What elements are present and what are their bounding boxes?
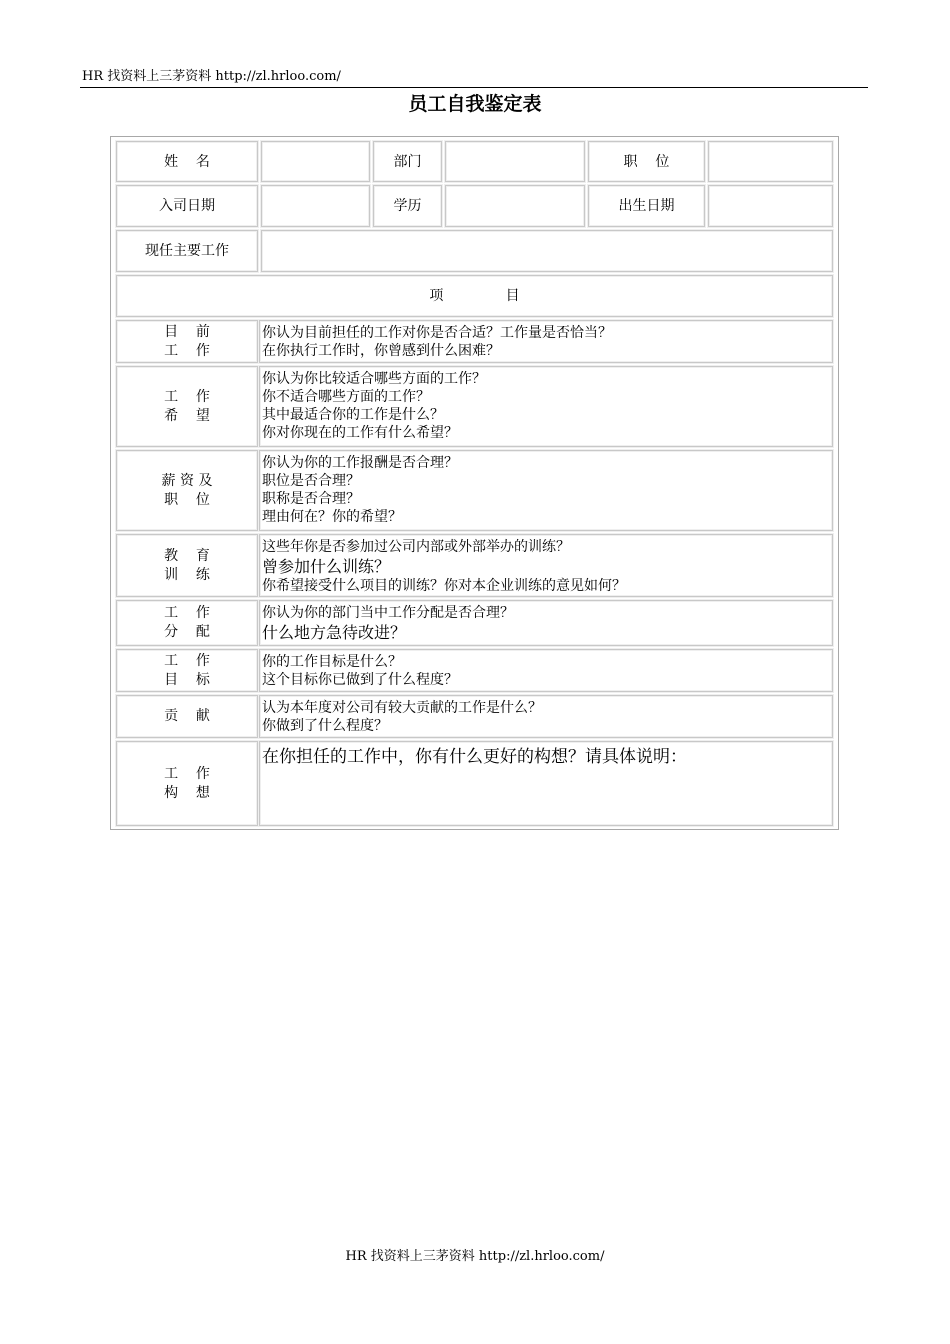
birth-date-field[interactable] (708, 185, 833, 227)
items-header: 项 目 (116, 275, 833, 317)
question-line: 你做到了什么程度？ (262, 718, 388, 734)
question-line: 你认为目前担任的工作对你是否合适？工作量是否恰当？ (262, 325, 612, 341)
page-header: HR 找资料上三茅资料 http://zl.hrloo.com/ (82, 69, 341, 84)
page-footer: HR 找资料上三茅资料 http://zl.hrloo.com/ (345, 1249, 605, 1264)
question-line: 职位是否合理？ (262, 473, 360, 489)
section-questions-current-work[interactable] (259, 320, 833, 363)
education-field[interactable] (445, 185, 585, 227)
question-line: 理由何在？你的希望？ (262, 509, 402, 525)
hire-date-label: 入司日期 (116, 185, 258, 227)
question-line: 在你执行工作时，你曾感到什么困难？ (262, 343, 500, 359)
section-questions-salary-position[interactable] (259, 450, 833, 531)
section-questions-work-allocation[interactable] (259, 600, 833, 646)
section-label-contribution: 贡 献 (116, 695, 258, 738)
question-line: 这些年你是否参加过公司内部或外部举办的训练？ (262, 539, 570, 555)
question-line: 什么地方急待改进？ (262, 623, 407, 642)
name-label: 姓 名 (116, 141, 258, 182)
section-label-work-allocation: 工 作 分 配 (116, 600, 258, 646)
position-label: 职 位 (588, 141, 705, 182)
name-field[interactable] (261, 141, 370, 182)
question-line: 你认为你比较适合哪些方面的工作？ (262, 371, 486, 387)
department-label: 部门 (373, 141, 442, 182)
question-line: 你认为你的工作报酬是否合理？ (262, 455, 458, 471)
section-label-training: 教 育 训 练 (116, 534, 258, 597)
question-line: 其中最适合你的工作是什么？ (262, 407, 444, 423)
current-work-field[interactable] (261, 230, 833, 272)
section-label-current-work: 目 前 工 作 (116, 320, 258, 363)
question-line: 你的工作目标是什么？ (262, 654, 402, 670)
section-questions-work-expectations[interactable] (259, 366, 833, 447)
question-line: 你不适合哪些方面的工作？ (262, 389, 430, 405)
question-line: 你对你现在的工作有什么希望？ (262, 425, 458, 441)
section-label-work-goals: 工 作 目 标 (116, 649, 258, 692)
question-line: 认为本年度对公司有较大贡献的工作是什么？ (262, 700, 542, 716)
question-line: 曾参加什么训练？ (262, 557, 391, 576)
question-line: 你希望接受什么项目的训练？你对本企业训练的意见如何？ (262, 578, 626, 594)
section-questions-contribution[interactable] (259, 695, 833, 738)
education-label: 学历 (373, 185, 442, 227)
department-field[interactable] (445, 141, 585, 182)
question-line: 在你担任的工作中，你有什么更好的构想？请具体说明： (262, 747, 687, 767)
page-title: 员工自我鉴定表 (408, 93, 542, 115)
birth-date-label: 出生日期 (588, 185, 705, 227)
section-questions-work-goals[interactable] (259, 649, 833, 692)
header-rule (80, 87, 868, 88)
section-label-work-ideas: 工 作 构 想 (116, 741, 258, 826)
section-label-work-expectations: 工 作 希 望 (116, 366, 258, 447)
question-line: 你认为你的部门当中工作分配是否合理？ (262, 605, 514, 621)
section-questions-training[interactable] (259, 534, 833, 597)
question-line: 这个目标你已做到了什么程度？ (262, 672, 458, 688)
section-questions-work-ideas[interactable] (259, 741, 833, 826)
section-label-salary-position: 薪 资 及 职 位 (116, 450, 258, 531)
hire-date-field[interactable] (261, 185, 370, 227)
current-work-label: 现任主要工作 (116, 230, 258, 272)
position-field[interactable] (708, 141, 833, 182)
question-line: 职称是否合理？ (262, 491, 360, 507)
